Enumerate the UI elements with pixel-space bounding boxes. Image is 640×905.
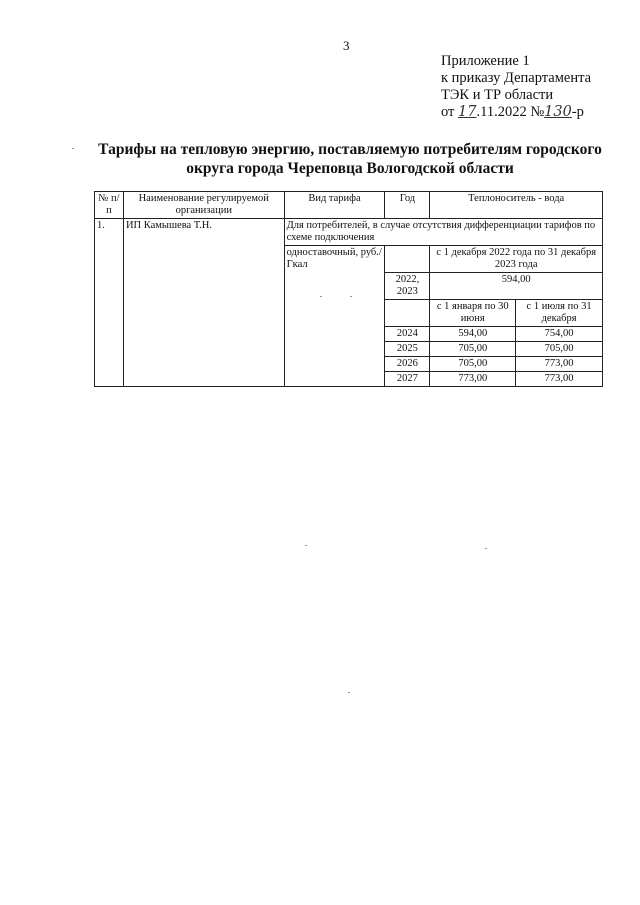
appendix-line-1: Приложение 1: [441, 53, 530, 69]
appendix-line-3: ТЭК и ТР области: [441, 87, 554, 103]
year-cell: 2026: [385, 357, 430, 372]
value-h1-cell: 773,00: [430, 372, 516, 387]
header-org: Наименование регулируемой организации: [123, 192, 284, 219]
date-rest: .11.2022 №: [476, 104, 545, 120]
date-day-handwritten: 17: [458, 104, 477, 120]
scan-speck: [305, 545, 307, 546]
row-tariff-type: одноставочный, руб./Гкал: [284, 246, 385, 387]
appendix-header: [441, 53, 591, 121]
appendix-line-2: к приказу Департамента: [441, 70, 592, 86]
year-cell: 2024: [385, 327, 430, 342]
scan-speck: [350, 296, 352, 297]
row-first-year: 2022, 2023: [385, 273, 430, 300]
value-h1-cell: 705,00: [430, 342, 516, 357]
scan-speck: [485, 548, 487, 549]
header-type: Вид тарифа: [284, 192, 385, 219]
order-suffix: -р: [571, 104, 584, 120]
value-h2-cell: 754,00: [516, 327, 603, 342]
header-num: № п/п: [95, 192, 124, 219]
value-h2-cell: 773,00: [516, 372, 603, 387]
title-line-1: Тарифы на тепловую энергию, поставляемую потребителям городского: [98, 141, 602, 158]
row-condition: Для потребителей, в случае отсутствия дифференциации тарифов по схеме подключения: [284, 219, 602, 246]
order-number-handwritten: 130: [544, 104, 572, 120]
document-title: [60, 140, 640, 178]
table-header-row: [95, 192, 603, 219]
date-prefix: от: [441, 104, 455, 120]
row-period-h2: с 1 июля по 31 декабря: [516, 300, 603, 327]
row-num: 1.: [95, 219, 124, 387]
header-year: Год: [385, 192, 430, 219]
value-h1-cell: 594,00: [430, 327, 516, 342]
row-period-main: с 1 декабря 2022 года по 31 декабря 2023 года: [430, 246, 603, 273]
row-period-h1: с 1 января по 30 июня: [430, 300, 516, 327]
year-cell: 2025: [385, 342, 430, 357]
page-number: 3: [343, 38, 350, 53]
year-cell: 2027: [385, 372, 430, 387]
scan-speck: [72, 148, 74, 149]
table-row: [95, 219, 603, 246]
header-carrier: Теплоноситель - вода: [430, 192, 603, 219]
scan-speck: [320, 296, 322, 297]
appendix-date-line: [441, 104, 591, 121]
row-org: ИП Камышева Т.Н.: [123, 219, 284, 387]
title-line-2: округа города Череповца Вологодской области: [186, 160, 514, 177]
value-h1-cell: 705,00: [430, 357, 516, 372]
tariff-table: [94, 191, 603, 387]
value-h2-cell: 705,00: [516, 342, 603, 357]
row-first-value: 594,00: [430, 273, 603, 300]
scan-speck: [348, 692, 350, 693]
value-h2-cell: 773,00: [516, 357, 603, 372]
